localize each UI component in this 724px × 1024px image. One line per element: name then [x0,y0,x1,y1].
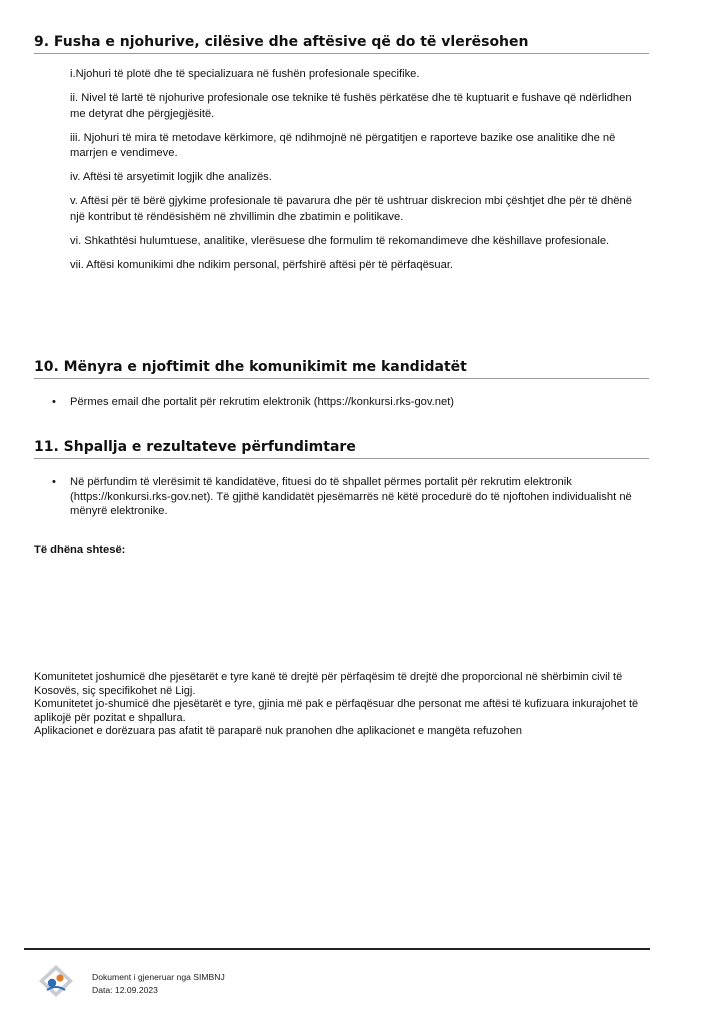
criteria-item: iii. Njohuri të mira të metodave kërkimore, që ndihmojnë në përgatitjen e raporteve bazike ose analitike dhe në marrjen e vendimeve. [70,131,616,159]
extra-note: Aplikacionet e dorëzuara pas afatit të paraparë nuk pranohen dhe aplikacionet e mangëta refuzohen [34,725,523,738]
section-10 [34,359,649,379]
section-10-item [52,395,642,410]
footer-date: Data: 12.09.2023 [92,984,158,995]
section-10-heading: 10. Mënyra e njoftimit dhe komunikimit me kandidatët [34,359,649,379]
footer-info [92,971,225,996]
section-11-text: Në përfundim të vlerësimit të kandidatëve, fituesi do të shpallet përmes portalit për rekrutim elektronik (https://konkursi.rks-gov.net). Të gjithë kandidatët pjesëmarrës në këtë procedurë do të njoftohen individualisht në mënyrë elektronike. [70,476,632,517]
footer-divider [24,948,650,950]
section-9-heading: 9. Fusha e njohurive, cilësive dhe aftësive që do të vlerësohen [34,34,649,54]
extra-info-label: Të dhëna shtesë: [34,544,126,556]
section-11 [34,439,649,459]
criteria-item: v. Aftësi për të bërë gjykime profesionale të pavarura dhe për të ushtruar diskrecion mbi çështjet dhe për të dhënë një kontribut të rëndësishëm në zhvillimin dhe zbatimin e politikave. [70,195,632,223]
simbnj-logo-icon [38,964,74,998]
criteria-item: vii. Aftësi komunikimi dhe ndikim personal, përfshirë aftësi për të përfaqësuar. [70,258,454,271]
section-10-text: Përmes email dhe portalit për rekrutim elektronik (https://konkursi.rks-gov.net) [70,396,455,408]
criteria-item: i.Njohuri të plotë dhe të specializuara në fushën profesionale specifike. [70,68,420,80]
criteria-item: iv. Aftësi të arsyetimit logjik dhe analizës. [70,171,272,183]
bullet-icon: • [52,396,56,408]
criteria-item: ii. Nivel të lartë të njohurive profesionale ose teknike të fushës përkatëse dhe të kuptuarit e fushave që ndërlidhen me detyrat dhe përgjegjësitë. [70,92,632,120]
extra-note: Komunitetet jo-shumicë dhe pjesëtarët e tyre, gjinia më pak e përfaqësuar dhe personat me aftësi të kufizuara inkurajohet të aplikojë për pozitat e shpallura. [34,698,639,724]
section-9 [34,34,649,54]
bullet-icon: • [52,476,56,488]
criteria-item: vi. Shkathtësi hulumtuese, analitike, vlerësuese dhe formulim të rekomandimeve dhe këshillave profesionale. [70,234,610,247]
section-11-item [52,475,642,519]
extra-note: Komunitetet joshumicë dhe pjesëtarët e tyre kanë të drejtë për përfaqësim të drejtë dhe proporcional në shërbimin civil të Kosovës, siç specifikohet në Ligj. [34,671,623,697]
footer-generated-by: Dokument i gjeneruar nga SIMBNJ [92,972,225,982]
extra-notes [34,671,654,739]
section-11-heading: 11. Shpallja e rezultateve përfundimtare [34,439,649,459]
criteria-list [70,67,640,282]
